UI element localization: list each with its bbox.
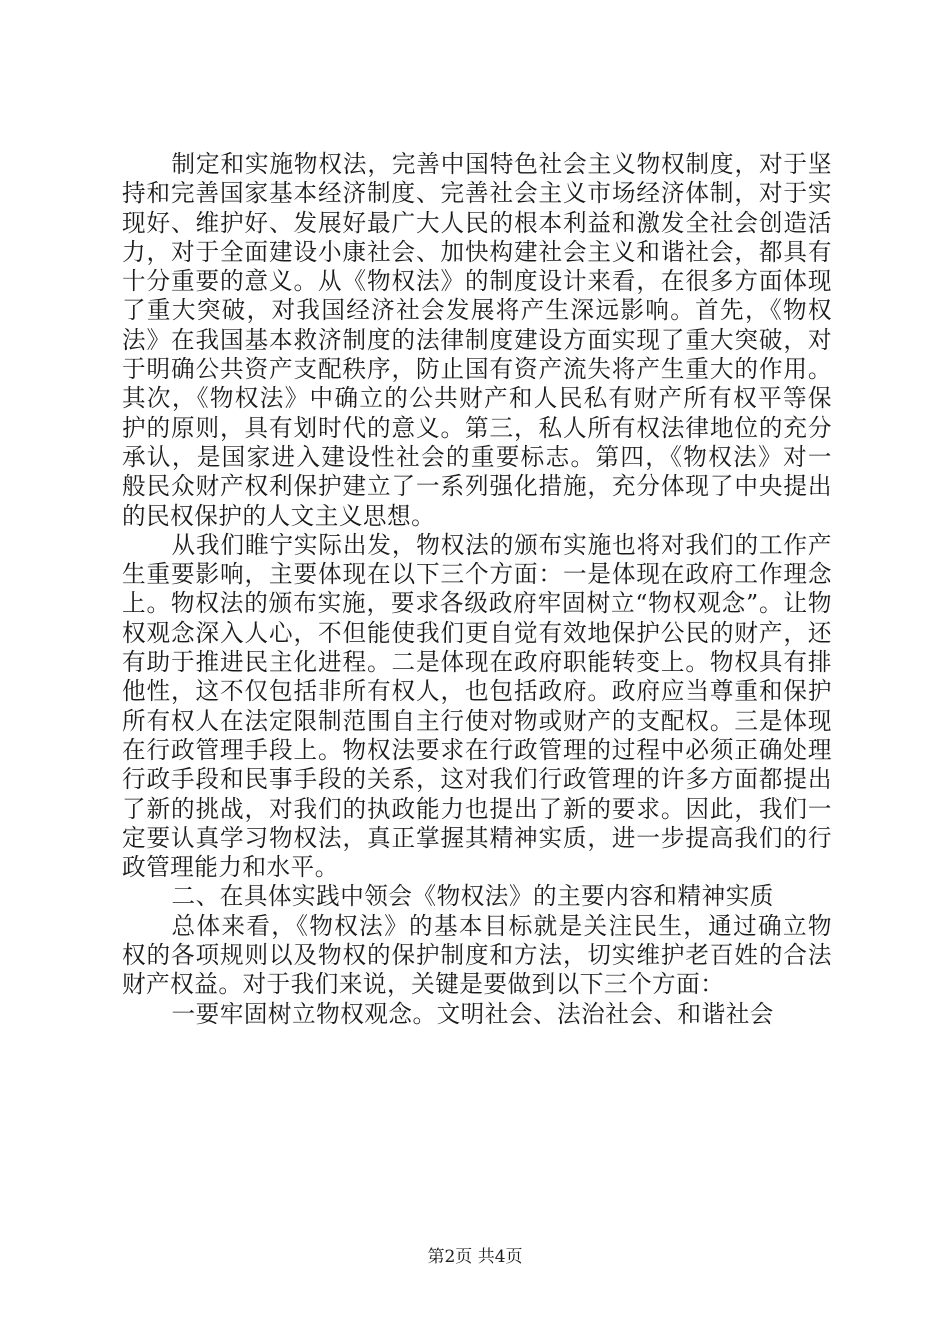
body-text (122, 150, 832, 1029)
section-heading-two: 二、在具体实践中领会《物权法》的主要内容和精神实质 (171, 882, 774, 911)
page-footer: 第2页 共4页 (427, 1247, 523, 1267)
paragraph-overall-goal: 总体来看，《物权法》的基本目标就是关注民生，通过确立物权的各项规则以及物权的保护制度和方法，切实维护老百姓的合法财产权益。对于我们来说，关键是要做到以下三个方面： (122, 911, 832, 999)
paragraph-property-concept: 一要牢固树立物权观念。文明社会、法治社会、和谐社会 (171, 999, 774, 1028)
paragraph-suining-impact: 从我们睢宁实际出发，物权法的颁布实施也将对我们的工作产生重要影响，主要体现在以下三个方面：一是体现在政府工作理念上。物权法的颁布实施，要求各级政府牢固树立“物权观念”。让物权观念深入人心，不但能使我们更自觉有效地保护公民的财产，还有助于推进民主化进程。二是体现在政府职能转变上。物权具有排他性，这不仅包括非所有权人，也包括政府。政府应当尊重和保护所有权人在法定限制范围自主行使对物或财产的支配权。三是体现在行政管理手段上。物权法要求在行政管理的过程中必须正确处理行政手段和民事手段的关系，这对我们行政管理的许多方面都提出了新的挑战，对我们的执政能力也提出了新的要求。因此，我们一定要认真学习物权法，真正掌握其精神实质，进一步提高我们的行政管理能力和水平。 (122, 530, 832, 882)
paragraph-significance: 制定和实施物权法，完善中国特色社会主义物权制度，对于坚持和完善国家基本经济制度、完善社会主义市场经济体制，对于实现好、维护好、发展好最广大人民的根本利益和激发全社会创造活力，对于全面建设小康社会、加快构建社会主义和谐社会，都具有十分重要的意义。从《物权法》的制度设计来看，在很多方面体现了重大突破，对我国经济社会发展将产生深远影响。首先，《物权法》在我国基本救济制度的法律制度建设方面实现了重大突破，对于明确公共资产支配秩序，防止国有资产流失将产生重大的作用。其次，《物权法》中确立的公共财产和人民私有财产所有权平等保护的原则，具有划时代的意义。第三，私人所有权法律地位的充分承认，是国家进入建设性社会的重要标志。第四，《物权法》对一般民众财产权利保护建立了一系列强化措施，充分体现了中央提出的民权保护的人文主义思想。 (122, 150, 832, 530)
